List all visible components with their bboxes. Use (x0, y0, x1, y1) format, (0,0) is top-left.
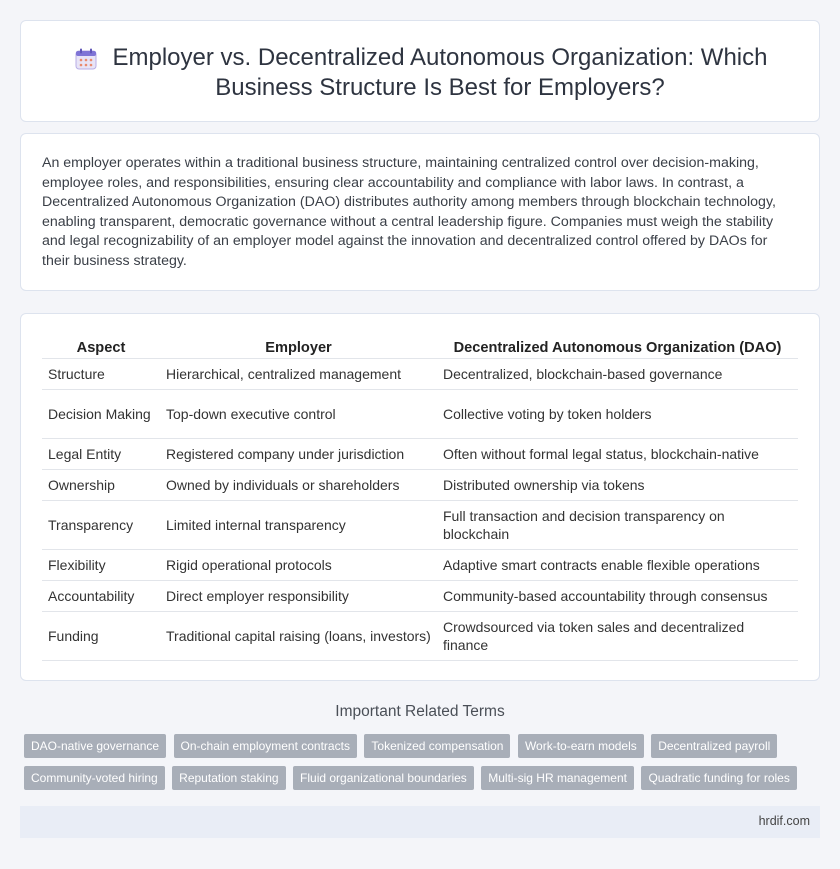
title-card (20, 20, 820, 122)
footer-site[interactable]: hrdif.com (758, 814, 810, 828)
table-row (42, 389, 798, 438)
cell-employer: Direct employer responsibility (160, 580, 437, 611)
cell-dao: Decentralized, blockchain-based governance (437, 358, 798, 389)
title-row (21, 43, 819, 103)
cell-dao: Adaptive smart contracts enable flexible operations (437, 549, 798, 580)
cell-dao: Distributed ownership via tokens (437, 469, 798, 500)
table-header-row (42, 333, 798, 358)
cell-aspect: Accountability (42, 580, 160, 611)
cell-aspect: Funding (42, 611, 160, 660)
related-term-tag[interactable]: Quadratic funding for roles (641, 766, 796, 790)
table-row (42, 549, 798, 580)
table-row (42, 611, 798, 660)
header-dao: Decentralized Autonomous Organization (DAO) (437, 333, 798, 358)
related-term-tag[interactable]: Work-to-earn models (518, 734, 644, 758)
related-term-tag[interactable]: Reputation staking (172, 766, 285, 790)
related-term-tag[interactable]: Multi-sig HR management (481, 766, 634, 790)
table-row (42, 469, 798, 500)
cell-dao: Crowdsourced via token sales and decentralized finance (437, 611, 798, 660)
related-term-tag[interactable]: Community-voted hiring (24, 766, 165, 790)
cell-aspect: Legal Entity (42, 438, 160, 469)
cell-employer: Rigid operational protocols (160, 549, 437, 580)
cell-employer: Owned by individuals or shareholders (160, 469, 437, 500)
table-row (42, 580, 798, 611)
cell-dao: Full transaction and decision transparency on blockchain (437, 500, 798, 549)
related-term-tag[interactable]: On-chain employment contracts (174, 734, 357, 758)
related-term-tag[interactable]: Fluid organizational boundaries (293, 766, 474, 790)
page-title: Employer vs. Decentralized Autonomous Organization: Which Business Structure Is Best for Employers? (112, 44, 768, 101)
table-row (42, 358, 798, 389)
cell-aspect: Flexibility (42, 549, 160, 580)
related-term-tag[interactable]: Decentralized payroll (651, 734, 777, 758)
cell-dao: Community-based accountability through consensus (437, 580, 798, 611)
cell-employer: Limited internal transparency (160, 500, 437, 549)
related-terms-list (24, 734, 820, 798)
header-employer: Employer (160, 333, 437, 358)
footer (20, 806, 820, 838)
comparison-table (42, 333, 798, 661)
table-row (42, 438, 798, 469)
cell-aspect: Structure (42, 358, 160, 389)
cell-dao: Collective voting by token holders (437, 389, 798, 438)
related-term-tag[interactable]: Tokenized compensation (364, 734, 510, 758)
cell-aspect: Ownership (42, 469, 160, 500)
comparison-card (20, 313, 820, 681)
cell-employer: Top-down executive control (160, 389, 437, 438)
related-term-tag[interactable]: DAO-native governance (24, 734, 166, 758)
calendar-icon (74, 47, 98, 71)
intro-paragraph: An employer operates within a traditional business structure, maintaining centralized control over decision-making, employee roles, and responsibilities, ensuring clear accountability and compliance with labor laws. In contrast, a Decentralized Autonomous Organization (DAO) distributes authority among members through blockchain technology, enabling transparent, democratic governance without a central leadership figure. Companies must weigh the stability and legal recognizability of an employer model against the innovation and decentralized control offered by DAOs for their business strategy. (42, 155, 776, 269)
header-aspect: Aspect (42, 333, 160, 358)
cell-employer: Hierarchical, centralized management (160, 358, 437, 389)
cell-aspect: Transparency (42, 500, 160, 549)
intro-card (20, 133, 820, 291)
cell-dao: Often without formal legal status, blockchain-native (437, 438, 798, 469)
cell-aspect: Decision Making (42, 389, 160, 438)
table-row (42, 500, 798, 549)
related-terms-heading: Important Related Terms (335, 703, 505, 720)
cell-employer: Traditional capital raising (loans, investors) (160, 611, 437, 660)
cell-employer: Registered company under jurisdiction (160, 438, 437, 469)
